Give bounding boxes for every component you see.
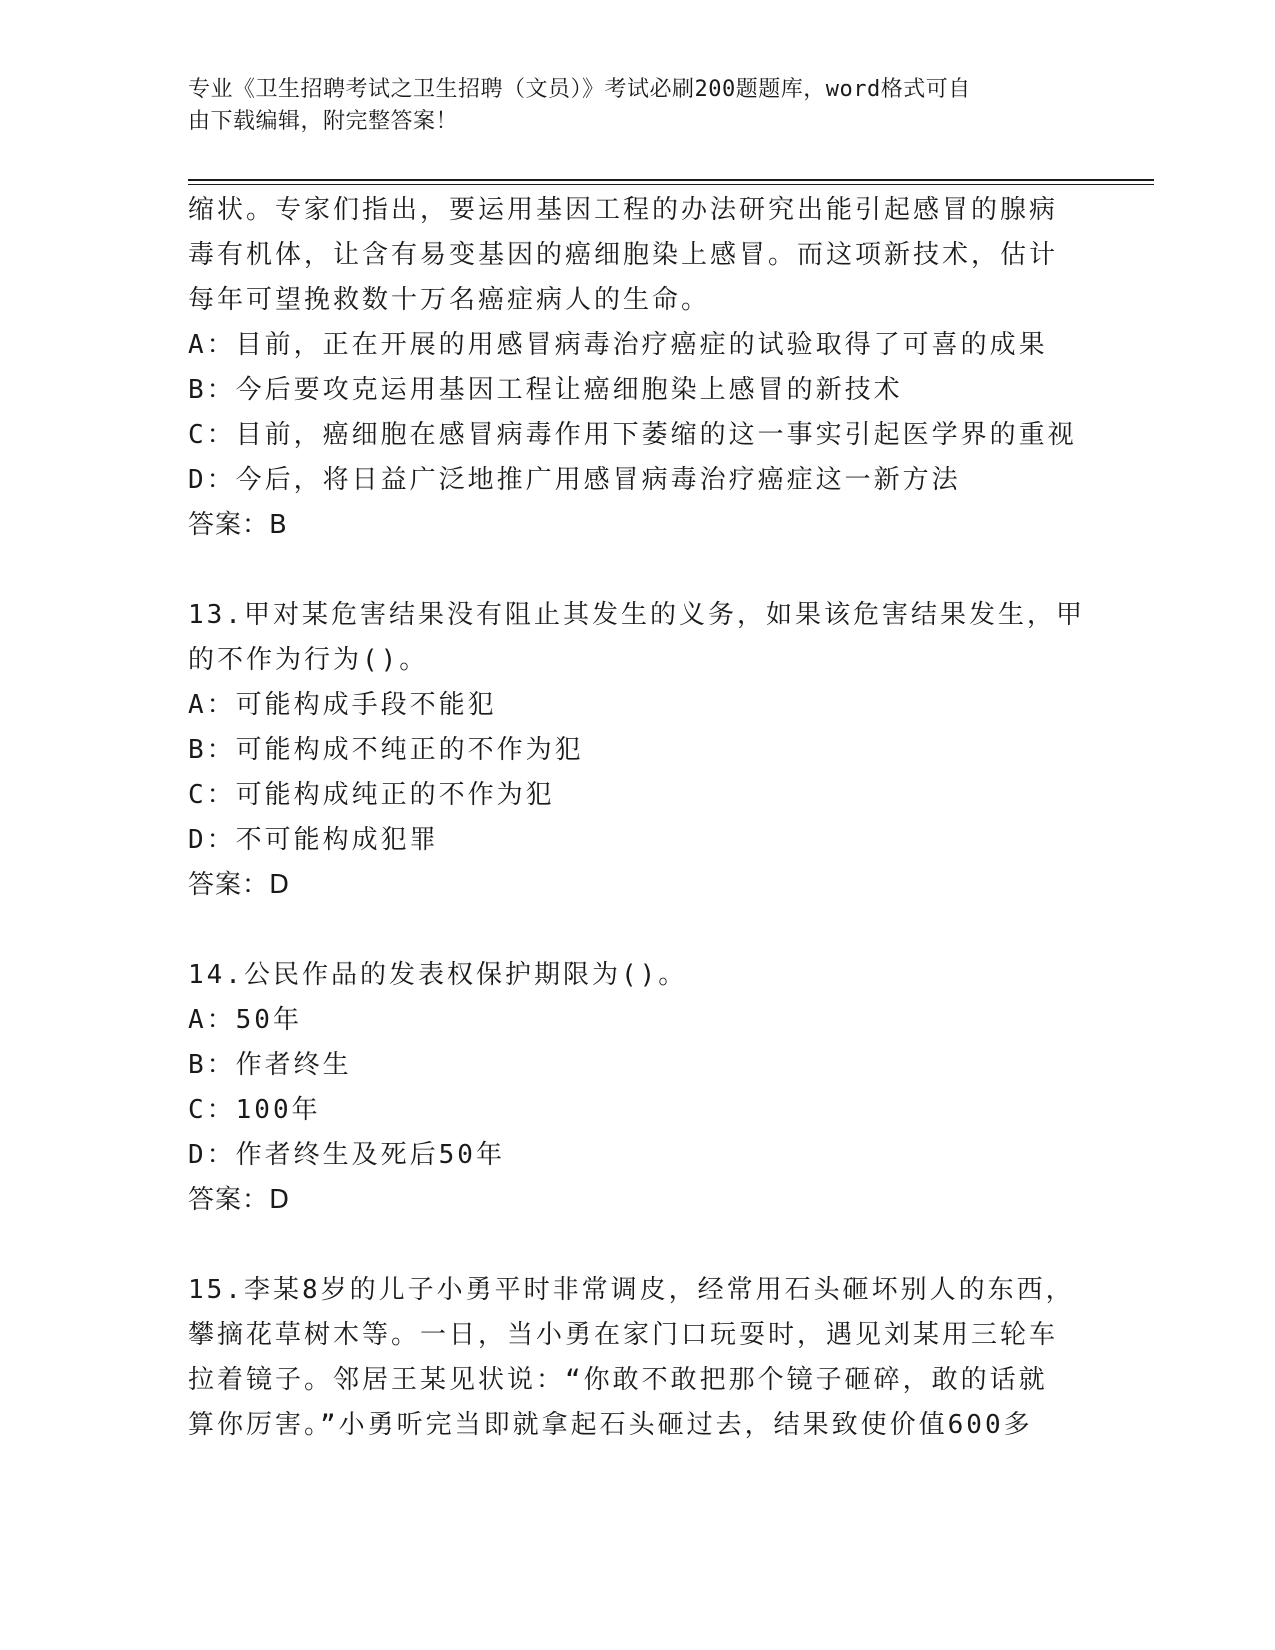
header-divider-thin: [188, 184, 1154, 185]
option-b: B：可能构成不纯正的不作为犯: [188, 735, 584, 765]
option-b: B：今后要攻克运用基因工程让癌细胞染上感冒的新技术: [188, 375, 903, 405]
question-stem-line: 的不作为行为()。: [188, 645, 429, 675]
header-divider-thick: [188, 179, 1154, 181]
option-a: A：可能构成手段不能犯: [188, 690, 497, 720]
question-content: [188, 188, 1088, 1448]
question-stem-line: 毒有机体，让含有易变基因的癌细胞染上感冒。而这项新技术，估计: [188, 240, 1059, 270]
question-14: [188, 953, 1088, 1223]
question-stem-line: 每年可望挽救数十万名癌症病人的生命。: [188, 285, 711, 315]
answer-line: 答案：D: [188, 1185, 291, 1215]
question-stem-line: 15.李某8岁的儿子小勇平时非常调皮，经常用石头砸坏别人的东西，: [188, 1275, 1075, 1305]
question-stem-line: 缩状。专家们指出，要运用基因工程的办法研究出能引起感冒的腺病: [188, 195, 1059, 225]
option-d: D：今后，将日益广泛地推广用感冒病毒治疗癌症这一新方法: [188, 465, 961, 495]
question-gap: [188, 548, 1088, 593]
question-gap: [188, 908, 1088, 953]
option-a: A：目前，正在开展的用感冒病毒治疗癌症的试验取得了可喜的成果: [188, 330, 1048, 360]
option-d: D：作者终生及死后50年: [188, 1140, 505, 1170]
question-stem-line: 13.甲对某危害结果没有阻止其发生的义务，如果该危害结果发生，甲: [188, 600, 1085, 630]
page-header: [188, 74, 1068, 138]
header-line-1: 专业《卫生招聘考试之卫生招聘（文员）》考试必刷200题题库，word格式可自: [188, 77, 971, 102]
option-c: C：可能构成纯正的不作为犯: [188, 780, 555, 810]
question-stem-line: 算你厉害。”小勇听完当即就拿起石头砸过去，结果致使价值600多: [188, 1410, 1033, 1440]
option-c: C：目前，癌细胞在感冒病毒作用下萎缩的这一事实引起医学界的重视: [188, 420, 1077, 450]
header-line-2: 由下载编辑，附完整答案！: [188, 109, 459, 134]
answer-line: 答案：B: [188, 510, 288, 540]
question-12: [188, 188, 1088, 548]
question-stem-line: 拉着镜子。邻居王某见状说：“你敢不敢把那个镜子砸碎，敢的话就: [188, 1365, 1048, 1395]
option-c: C：100年: [188, 1095, 321, 1125]
question-gap: [188, 1223, 1088, 1268]
question-stem-line: 14.公民作品的发表权保护期限为()。: [188, 960, 688, 990]
question-13: [188, 593, 1088, 908]
option-d: D：不可能构成犯罪: [188, 825, 439, 855]
option-a: A：50年: [188, 1005, 302, 1035]
question-stem-line: 攀摘花草树木等。一日，当小勇在家门口玩耍时，遇见刘某用三轮车: [188, 1320, 1059, 1350]
option-b: B：作者终生: [188, 1050, 352, 1080]
question-15: [188, 1268, 1088, 1448]
answer-line: 答案：D: [188, 870, 291, 900]
